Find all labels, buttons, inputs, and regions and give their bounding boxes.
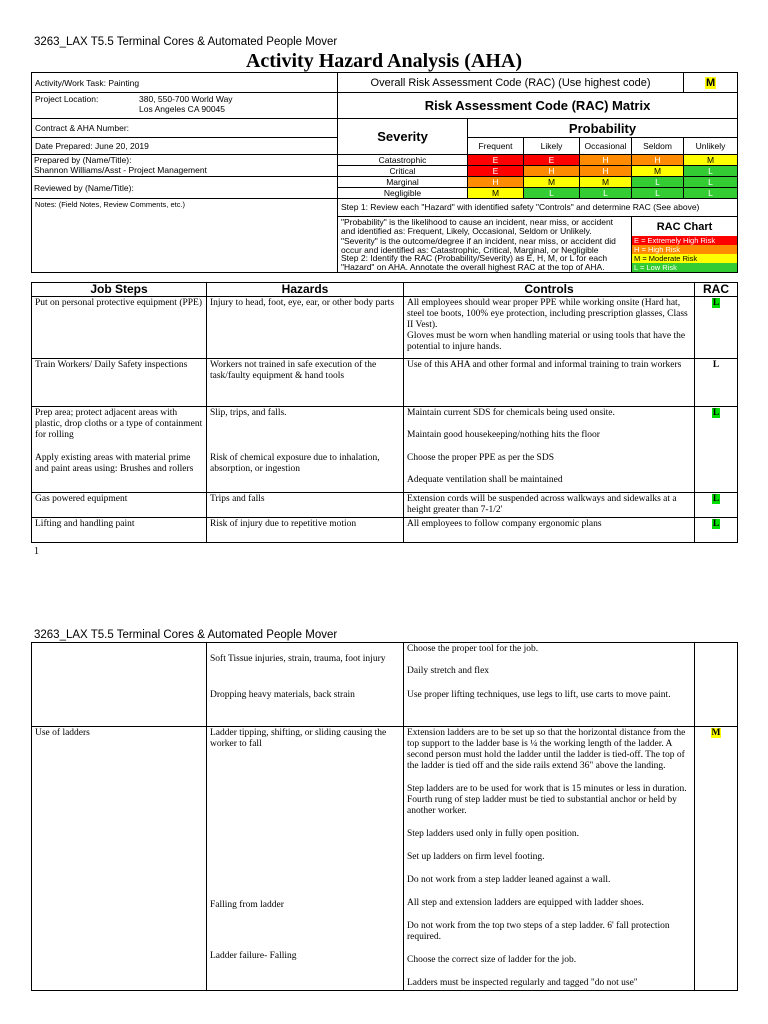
control-text: All employees to follow company ergonomic plans bbox=[404, 518, 695, 543]
matrix-cell: H bbox=[580, 155, 632, 166]
matrix-cell: L bbox=[524, 188, 580, 199]
matrix-title: Risk Assessment Code (RAC) Matrix bbox=[338, 93, 738, 119]
job-steps-table-page2 bbox=[31, 642, 738, 991]
table-row bbox=[32, 518, 738, 543]
control-text: Choose the proper tool for the job. bbox=[407, 644, 539, 654]
page-number: 1 bbox=[34, 546, 39, 557]
job-step: Apply existing areas with material prime and paint areas using: Brushes and rollers bbox=[35, 453, 194, 474]
rac-badge: L bbox=[712, 298, 720, 308]
table-row bbox=[32, 359, 738, 407]
hazard: Workers not trained in safe execution of the task/faulty equipment & hand tools bbox=[207, 359, 404, 407]
control-text: Extension ladders are to be set up so that the horizontal distance from the top support to the ladder base is ¼ the working length of the ladder. A second person must hold the ladder until the ladder is tied-off. The top of the ladder is tied off and the side rails extend 36" above the landing. bbox=[407, 728, 686, 771]
control-text: Maintain current SDS for chemicals being used onsite. bbox=[407, 408, 615, 418]
matrix-row-catastrophic bbox=[32, 155, 738, 166]
notes-label: Notes: (Field Notes, Review Comments, etc.) bbox=[32, 199, 338, 273]
matrix-cell: H bbox=[580, 166, 632, 177]
control-text: All employees should wear proper PPE while working onsite (Hard hat, steel toe boots, 100% eye protection, including prescription glasses, Class II Vest). bbox=[407, 298, 688, 330]
job-step-group bbox=[32, 407, 207, 493]
page-title: Activity Hazard Analysis (AHA) bbox=[245, 50, 523, 72]
rac-badge: L bbox=[712, 494, 720, 504]
hazard: Injury to head, foot, eye, ear, or other body parts bbox=[207, 297, 404, 359]
prob-unlikely: Unlikely bbox=[684, 138, 738, 155]
prob-frequent: Frequent bbox=[468, 138, 524, 155]
control-text: Set up ladders on firm level footing. bbox=[407, 852, 545, 862]
hazard-group bbox=[207, 643, 404, 727]
legend-high: H = High Risk bbox=[632, 245, 737, 254]
project-header-page2: 3263_LAX T5.5 Terminal Cores & Automated People Mover bbox=[34, 629, 338, 641]
hazard-group bbox=[207, 727, 404, 991]
project-location bbox=[32, 93, 338, 119]
control-text: Ladders must be inspected regularly and tagged "do not use" bbox=[407, 978, 638, 988]
col-job-steps: Job Steps bbox=[32, 283, 207, 297]
contract-label: Contract & AHA Number: bbox=[32, 119, 338, 138]
probability-definition: "Probability" is the likelihood to cause an incident, near miss, or accident and identified as: Frequent, Likely, Occasional, Seldom or Unlikely. bbox=[338, 217, 632, 237]
job-step: Put on personal protective equipment (PPE) bbox=[32, 297, 207, 359]
severity-negligible: Negligible bbox=[338, 188, 468, 199]
hazard: Dropping heavy materials, back strain bbox=[210, 690, 355, 700]
col-hazards: Hazards bbox=[207, 283, 404, 297]
hazard: Ladder failure- Falling bbox=[210, 951, 297, 961]
prob-seldom: Seldom bbox=[632, 138, 684, 155]
matrix-cell: H bbox=[468, 177, 524, 188]
hazard: Risk of injury due to repetitive motion bbox=[207, 518, 404, 543]
table-row bbox=[32, 727, 738, 991]
column-headers bbox=[32, 283, 738, 297]
prob-occasional: Occasional bbox=[580, 138, 632, 155]
matrix-cell: M bbox=[632, 166, 684, 177]
job-step: Lifting and handling paint bbox=[32, 518, 207, 543]
step2-text: Step 2: Identify the RAC (Probability/Severity) as E, H, M, or L for each "Hazard" on AHA. Annotate the overall highest RAC at the top of AHA. bbox=[341, 253, 608, 272]
control-text: Daily stretch and flex bbox=[407, 666, 490, 676]
controls bbox=[404, 297, 695, 359]
prepared-label: Prepared by (Name/Title): bbox=[34, 155, 132, 165]
project-location-label: Project Location: bbox=[35, 94, 99, 104]
overall-rac-label: Overall Risk Assessment Code (RAC) (Use highest code) bbox=[338, 73, 684, 93]
matrix-cell: E bbox=[524, 155, 580, 166]
control-text: Choose the proper PPE as per the SDS bbox=[407, 453, 554, 463]
legend-extremely-high: E = Extremely High Risk bbox=[632, 236, 737, 245]
severity-catastrophic: Catastrophic bbox=[338, 155, 468, 166]
rac-chart-title: RAC Chart bbox=[632, 217, 738, 237]
job-step: Use of ladders bbox=[32, 727, 207, 991]
legend-low: L = Low Risk bbox=[632, 263, 737, 272]
activity-label: Activity/Work Task: Painting bbox=[32, 73, 338, 93]
severity-critical: Critical bbox=[338, 166, 468, 177]
matrix-cell: M bbox=[524, 177, 580, 188]
controls bbox=[404, 407, 695, 493]
col-controls: Controls bbox=[404, 283, 695, 297]
matrix-cell: E bbox=[468, 166, 524, 177]
table-row bbox=[32, 643, 738, 727]
prepared-name: Shannon Williams/Asst - Project Management bbox=[34, 165, 207, 175]
job-steps-table bbox=[31, 282, 738, 543]
matrix-cell: L bbox=[632, 177, 684, 188]
matrix-cell: H bbox=[632, 155, 684, 166]
matrix-cell: L bbox=[684, 177, 738, 188]
matrix-cell: L bbox=[684, 188, 738, 199]
project-header: 3263_LAX T5.5 Terminal Cores & Automated People Mover bbox=[34, 36, 338, 48]
matrix-row-marginal bbox=[32, 177, 738, 188]
prepared-by bbox=[32, 155, 338, 177]
hazard: Soft Tissue injuries, strain, trauma, foot injury bbox=[210, 654, 386, 664]
aha-header-table bbox=[31, 72, 738, 273]
control-text: Use of this AHA and other formal and informal training to train workers bbox=[404, 359, 695, 407]
matrix-cell: L bbox=[580, 188, 632, 199]
matrix-cell: L bbox=[632, 188, 684, 199]
hazard: Ladder tipping, shifting, or sliding causing the worker to fall bbox=[210, 728, 387, 749]
control-text: Step ladders are to be used for work that is 15 minutes or less in duration. Fourth rung of step ladder must be tied to substantial anchor or held by another worker. bbox=[407, 784, 687, 816]
address-line2: Los Angeles CA 90045 bbox=[139, 104, 226, 114]
matrix-cell: M bbox=[468, 188, 524, 199]
control-text: Gloves must be worn when handling material or using tools that have the potential to injure hands. bbox=[407, 331, 686, 352]
hazard: Falling from ladder bbox=[210, 900, 284, 910]
rac-badge: M bbox=[711, 728, 721, 738]
controls bbox=[404, 727, 695, 991]
col-rac: RAC bbox=[695, 283, 738, 297]
legend-moderate: M = Moderate Risk bbox=[632, 254, 737, 263]
overall-rac-value: M bbox=[705, 76, 716, 89]
control-text: Maintain good housekeeping/nothing hits the floor bbox=[407, 430, 600, 440]
control-text: Use proper lifting techniques, use legs to lift, use carts to move paint. bbox=[407, 690, 671, 700]
rac-badge: L bbox=[712, 519, 720, 529]
job-step: Prep area; protect adjacent areas with plastic, drop cloths or a type of containment for rolling bbox=[35, 408, 203, 440]
control-text: Adequate ventilation shall be maintained bbox=[407, 475, 563, 485]
control-text: Do not work from the top two steps of a step ladder. 6' fall protection required. bbox=[407, 921, 670, 942]
address-line1: 380, 550-700 World Way bbox=[139, 94, 233, 104]
hazard-group bbox=[207, 407, 404, 493]
severity-marginal: Marginal bbox=[338, 177, 468, 188]
probability-header: Probability bbox=[468, 119, 738, 138]
matrix-cell: E bbox=[468, 155, 524, 166]
hazard: Trips and falls bbox=[207, 493, 404, 518]
rac-legend bbox=[632, 236, 738, 273]
matrix-cell: L bbox=[684, 166, 738, 177]
controls bbox=[404, 643, 695, 727]
severity-definition: "Severity" is the outcome/degree if an incident, near miss, or accident did occur and identified as: Catastrophic, Critical, Marginal, or Negligible bbox=[341, 236, 616, 255]
rac-badge: L bbox=[712, 408, 720, 418]
hazard: Slip, trips, and falls. bbox=[210, 408, 287, 418]
table-row bbox=[32, 493, 738, 518]
prob-likely: Likely bbox=[524, 138, 580, 155]
matrix-cell: M bbox=[684, 155, 738, 166]
job-step: Train Workers/ Daily Safety inspections bbox=[32, 359, 207, 407]
job-step: Gas powered equipment bbox=[32, 493, 207, 518]
table-row bbox=[32, 407, 738, 493]
control-text: Choose the correct size of ladder for the job. bbox=[407, 955, 577, 965]
step-definitions bbox=[338, 236, 632, 273]
table-row bbox=[32, 297, 738, 359]
severity-header: Severity bbox=[338, 119, 468, 155]
control-text: Step ladders used only in fully open position. bbox=[407, 829, 580, 839]
matrix-cell: H bbox=[524, 166, 580, 177]
rac-badge: L bbox=[695, 359, 738, 407]
hazard: Risk of chemical exposure due to inhalation, absorption, or ingestion bbox=[210, 453, 380, 474]
control-text: All step and extension ladders are equipped with ladder shoes. bbox=[407, 898, 644, 908]
matrix-cell: M bbox=[580, 177, 632, 188]
date-prepared: Date Prepared: June 20, 2019 bbox=[32, 138, 338, 155]
step1-text: Step 1: Review each "Hazard" with identified safety "Controls" and determine RAC (See above) bbox=[338, 199, 738, 217]
reviewed-by: Reviewed by (Name/Title): bbox=[32, 177, 338, 199]
control-text: Extension cords will be suspended across walkways and sidewalks at a height greater than 7-1/2' bbox=[404, 493, 695, 518]
control-text: Do not work from a step ladder leaned against a wall. bbox=[407, 875, 611, 885]
